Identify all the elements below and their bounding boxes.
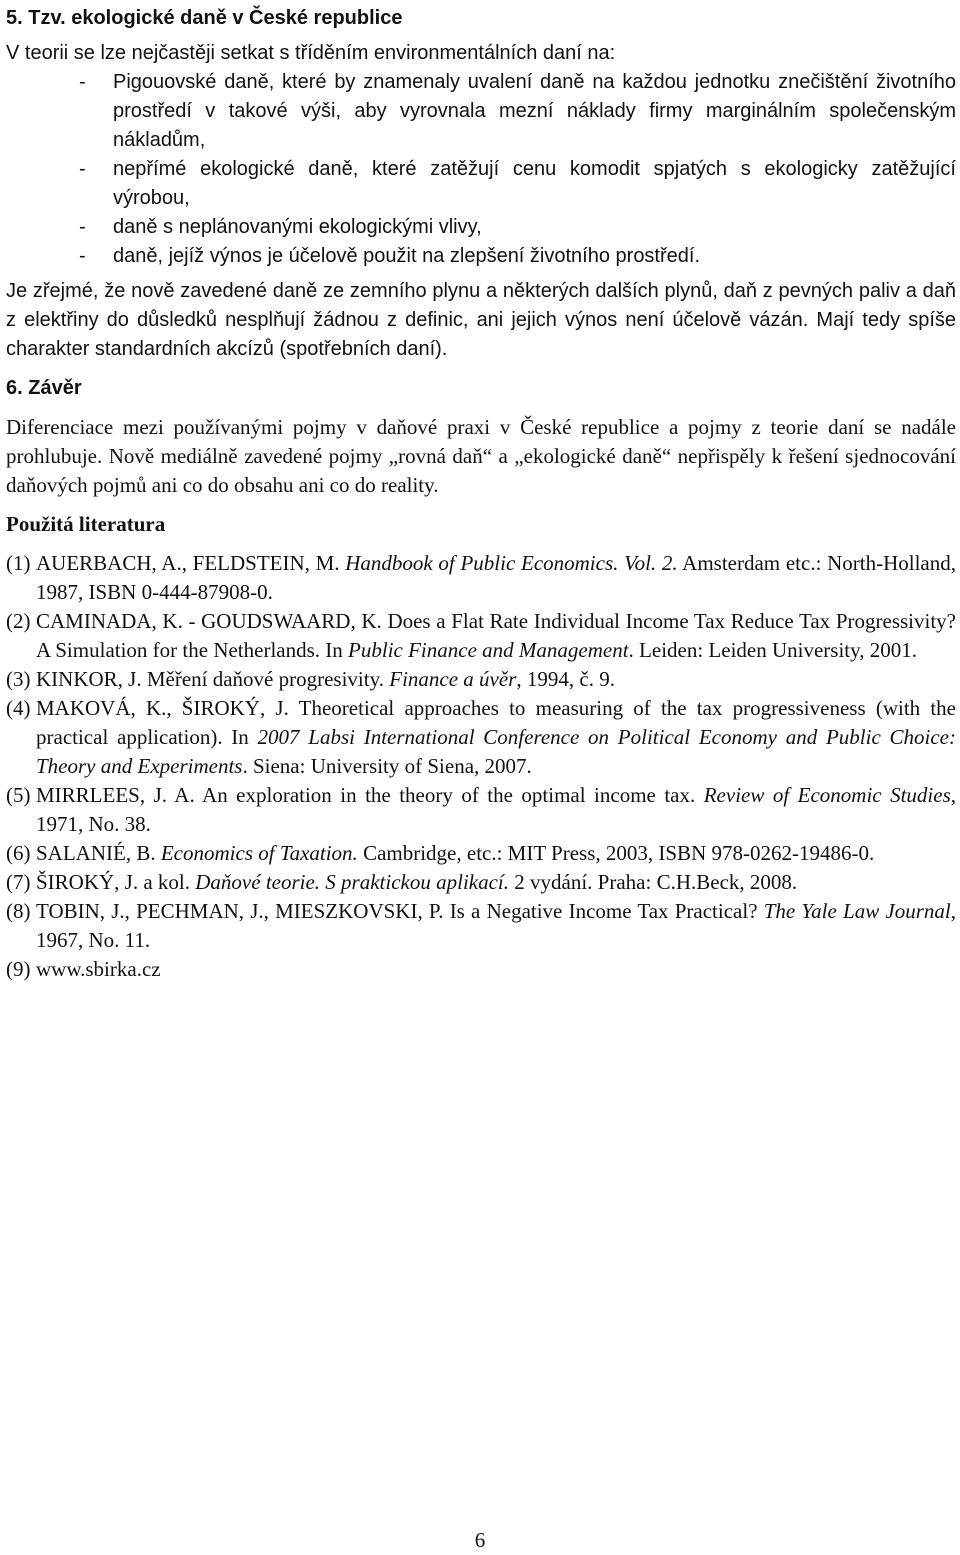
list-item: - nepřímé ekologické daně, které zatěžují cenu komodit spjatých s ekologicky zatěžující výrobou, bbox=[6, 155, 956, 213]
section-6-heading: 6. Závěr bbox=[6, 377, 82, 399]
reference-text: . Leiden: Leiden University, 2001. bbox=[628, 638, 918, 662]
reference-item bbox=[6, 868, 956, 897]
reference-text: SALANIÉ, B. bbox=[36, 841, 161, 865]
reference-number: (1) bbox=[6, 551, 31, 575]
section-5-heading: 5. Tzv. ekologické daně v České republice bbox=[6, 7, 403, 29]
list-item: - daně, jejíž výnos je účelově použit na zlepšení životního prostředí. bbox=[6, 242, 956, 271]
reference-title: Finance a úvěr bbox=[389, 667, 517, 691]
reference-item bbox=[6, 897, 956, 955]
reference-text: , 1994, č. 9. bbox=[516, 667, 615, 691]
document-page bbox=[6, 4, 956, 984]
reference-text: ŠIROKÝ, J. a kol. bbox=[36, 870, 196, 894]
reference-text: MAKOVÁ, K., ŠIROKÝ, J. Theoretical approaches to measuring of the tax progressiveness (with the practical application). In bbox=[36, 696, 956, 749]
reference-item bbox=[6, 839, 956, 868]
reference-text: AUERBACH, A., FELDSTEIN, M. bbox=[36, 551, 346, 575]
reference-item bbox=[6, 665, 956, 694]
reference-link[interactable]: www.sbirka.cz bbox=[36, 957, 161, 981]
reference-number: (6) bbox=[6, 841, 31, 865]
reference-title: Review of Economic Studies bbox=[703, 783, 951, 807]
reference-text: 2 vydání. Praha: C.H.Beck, 2008. bbox=[509, 870, 798, 894]
reference-title: Handbook of Public Economics. Vol. 2. bbox=[345, 551, 678, 575]
reference-number: (9) bbox=[6, 957, 31, 981]
reference-text: KINKOR, J. Měření daňové progresivity. bbox=[36, 667, 390, 691]
reference-title: 2007 Labsi International Conference on Political Economy and Public Choice: Theory and Experiments bbox=[36, 725, 956, 778]
reference-title: Economics of Taxation. bbox=[160, 841, 358, 865]
reference-item bbox=[6, 955, 956, 984]
reference-title: Daňové teorie. S praktickou aplikací. bbox=[195, 870, 510, 894]
page-number: 6 bbox=[474, 1528, 486, 1552]
reference-item bbox=[6, 694, 956, 781]
reference-title: The Yale Law Journal, bbox=[763, 899, 957, 923]
reference-number: (7) bbox=[6, 870, 31, 894]
list-item: - daně s neplánovanými ekologickými vlivy, bbox=[6, 213, 956, 242]
reference-item bbox=[6, 549, 956, 607]
reference-number: (5) bbox=[6, 783, 31, 807]
reference-text: MIRRLEES, J. A. An exploration in the theory of the optimal income tax. bbox=[36, 783, 704, 807]
reference-number: (3) bbox=[6, 667, 31, 691]
reference-text: Cambridge, etc.: MIT Press, 2003, ISBN 978-0262-19486-0. bbox=[357, 841, 875, 865]
reference-text: 1967, No. 11. bbox=[36, 928, 151, 952]
reference-text: , 1971, No. 38. bbox=[36, 783, 956, 836]
literature-heading: Použitá literatura bbox=[6, 512, 166, 536]
reference-number: (8) bbox=[6, 899, 31, 923]
reference-number: (4) bbox=[6, 696, 31, 720]
list-item: - Pigouovské daně, které by znamenaly uvalení daně na každou jednotku znečištění životního prostředí v takové výši, aby vyrovnala mezní náklady firmy marginálním společenským nákladům, bbox=[6, 68, 956, 155]
reference-list bbox=[6, 549, 956, 984]
reference-text: Amsterdam etc.: North-Holland, 1987, ISBN 0-444-87908-0. bbox=[36, 551, 956, 604]
reference-title: Public Finance and Management bbox=[348, 638, 629, 662]
reference-text: . Siena: University of Siena, 2007. bbox=[242, 754, 532, 778]
reference-number: (2) bbox=[6, 609, 31, 633]
section-6-paragraph: Diferenciace mezi používanými pojmy v daňové praxi v České republice a pojmy z teorie daní se nadále prohlubuje. Nově mediálně zavedené pojmy „rovná daň“ a „ekologické daně“ nepřispěly k řešení sjednocování daňových pojmů ani co do obsahu ani co do reality. bbox=[6, 415, 956, 497]
section-5-intro: V teorii se lze nejčastěji setkat s tříděním environmentálních daní na: bbox=[6, 42, 616, 64]
reference-text: TOBIN, J., PECHMAN, J., MIESZKOVSKI, P. Is a Negative Income Tax Practical? bbox=[36, 899, 764, 923]
section-5-paragraph: Je zřejmé, že nově zavedené daně ze zemního plynu a některých dalších plynů, daň z pevných paliv a daň z elektřiny do důsledků nesplňují žádnou z definic, ani jejich výnos není účelově vázán. Mají tedy spíše charakter standardních akcízů (spotřebních daní). bbox=[6, 280, 956, 360]
reference-item bbox=[6, 781, 956, 839]
tax-type-list bbox=[6, 68, 956, 271]
reference-item bbox=[6, 607, 956, 665]
reference-text: CAMINADA, K. - GOUDSWAARD, K. Does a Flat Rate Individual Income Tax Reduce Tax Progressivity? A Simulation for the Netherlands. In bbox=[36, 609, 956, 662]
